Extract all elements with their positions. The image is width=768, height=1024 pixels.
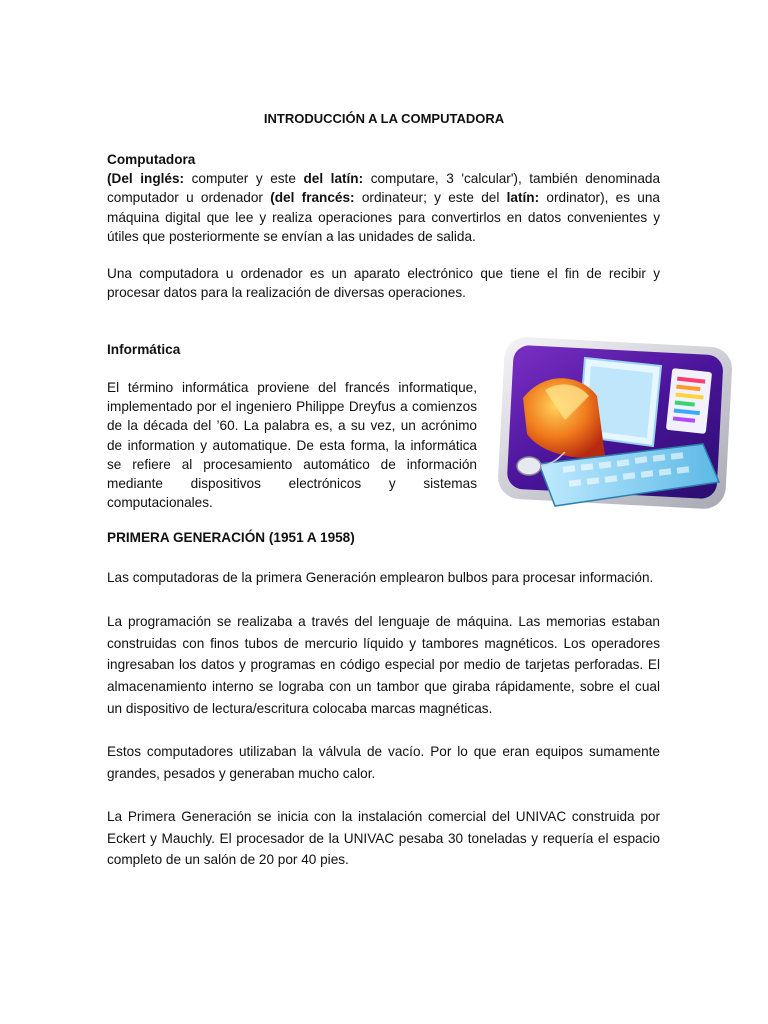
laptop-clipart-icon <box>493 336 737 512</box>
term-del-frances: (del francés: <box>270 190 355 206</box>
text-span: computer y este <box>184 171 304 187</box>
primera-generacion-paragraph-4: La Primera Generación se inicia con la instalación comercial del UNIVAC construida por Eckert y Mauchly. El procesador de la UNIVAC pesaba 30 toneladas y requería el espacio completo de un salón de 20 por 40 pies. <box>107 809 660 868</box>
primera-generacion-heading: PRIMERA GENERACIÓN (1951 A 1958) <box>107 530 355 545</box>
text-span: ordinateur; y este del <box>354 190 507 206</box>
primera-generacion-paragraph-3: Estos computadores utilizaban la válvula de vacío. Por lo que eran equipos sumamente grandes, pesados y generaban mucho calor. <box>107 744 660 781</box>
document-title: INTRODUCCIÓN A LA COMPUTADORA <box>263 111 505 126</box>
term-del-ingles: (Del inglés: <box>107 171 185 187</box>
computadora-paragraph-1 <box>107 169 660 246</box>
primera-generacion-paragraph-1: Las computadoras de la primera Generación emplearon bulbos para procesar información. <box>107 570 654 585</box>
term-latin: latín: <box>506 190 540 206</box>
primera-generacion-paragraph-2: La programación se realizaba a través del lenguaje de máquina. Las memorias estaban construidas con finos tubos de mercurio líquido y tambores magnéticos. Los operadores ingresaban los datos y programas en código especial por medio de tarjetas perforadas. El almacenamiento interno se lograba con un tambor que giraba rápidamente, sobre el cual un dispositivo de lectura/escritura colocaba marcas magnéticas. <box>107 614 660 716</box>
computadora-paragraph-2: Una computadora u ordenador es un aparato electrónico que tiene el fin de recibir y procesar datos para la realización de diversas operaciones. <box>107 266 660 301</box>
text-span: computare, 3 'calcular'), también denominada computador u ordenador <box>107 171 661 206</box>
text-span: ordinator), es una máquina digital que lee y realiza operaciones para convertirlos en datos convenientes y útiles que posteriormente se envían a las unidades de salida. <box>107 190 660 244</box>
informatica-paragraph: El término informática proviene del francés informatique, implementado por el ingeniero Philippe Dreyfus a comienzos de la década del ’60. La palabra es, a su vez, un acrónimo de information y automatique. De esta forma, la informática se refiere al procesamiento automático de información mediante dispositivos electrónicos y sistemas computacionales. <box>107 380 477 511</box>
section-computadora <box>107 150 660 246</box>
informatica-heading: Informática <box>107 342 181 357</box>
computadora-heading: Computadora <box>107 152 196 167</box>
term-del-latin: del latín: <box>303 171 364 187</box>
